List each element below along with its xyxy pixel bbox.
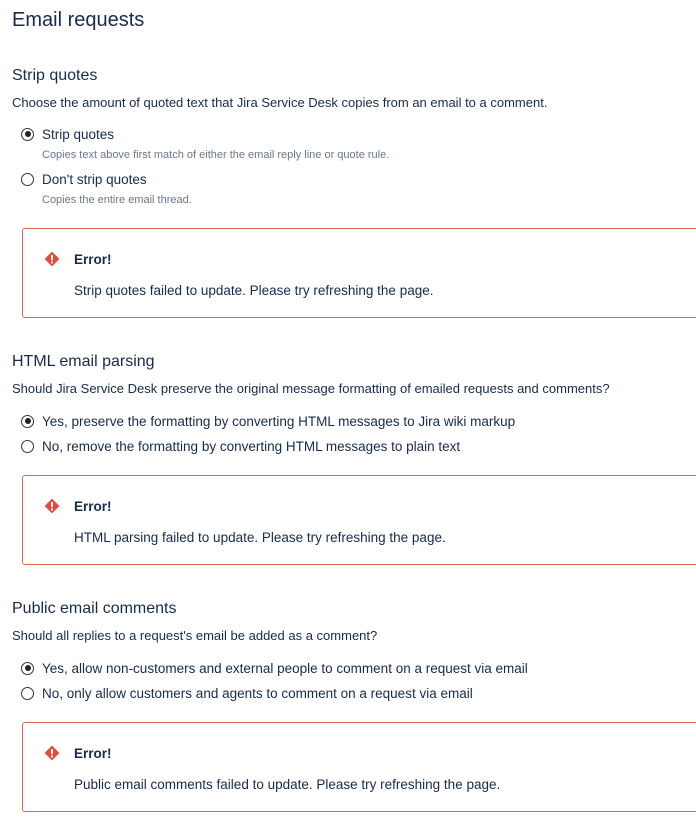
error-icon xyxy=(44,745,60,761)
radio-label: Don't strip quotes xyxy=(42,171,147,187)
strip-quotes-title: Strip quotes xyxy=(12,67,98,84)
html-parsing-title: HTML email parsing xyxy=(12,353,155,370)
error-title: Error! xyxy=(74,499,112,514)
radio-dont-strip-quotes[interactable] xyxy=(21,170,147,188)
radio-button-selected[interactable] xyxy=(21,415,34,428)
html-parsing-error-message xyxy=(22,475,696,565)
radio-help-text: Copies text above first match of either the email reply line or quote rule. xyxy=(42,149,390,161)
public-comments-description: Should all replies to a request's email be added as a comment? xyxy=(12,628,378,643)
radio-button[interactable] xyxy=(21,687,34,700)
error-text: HTML parsing failed to update. Please try refreshing the page. xyxy=(74,530,446,545)
radio-help-text: Copies the entire email thread. xyxy=(42,194,192,206)
error-icon xyxy=(44,251,60,267)
radio-only-customers-agents[interactable] xyxy=(21,684,473,702)
radio-label: No, remove the formatting by converting HTML messages to plain text xyxy=(42,438,461,454)
public-comments-error-message xyxy=(22,722,696,812)
radio-button[interactable] xyxy=(21,173,34,186)
error-title: Error! xyxy=(74,746,112,761)
error-text: Strip quotes failed to update. Please try refreshing the page. xyxy=(74,283,434,298)
radio-button-selected[interactable] xyxy=(21,662,34,675)
error-text: Public email comments failed to update. Please try refreshing the page. xyxy=(74,777,501,792)
strip-quotes-error-message xyxy=(22,228,696,318)
html-parsing-description: Should Jira Service Desk preserve the original message formatting of emailed requests and comments? xyxy=(12,381,610,396)
radio-label: Yes, allow non-customers and external people to comment on a request via email xyxy=(42,660,528,676)
radio-remove-formatting[interactable] xyxy=(21,437,460,455)
error-title: Error! xyxy=(74,252,112,267)
radio-preserve-formatting[interactable] xyxy=(21,412,515,430)
public-comments-title: Public email comments xyxy=(12,600,177,617)
page-title: Email requests xyxy=(12,9,145,31)
radio-label: No, only allow customers and agents to comment on a request via email xyxy=(42,685,473,701)
radio-label: Strip quotes xyxy=(42,126,115,142)
radio-button[interactable] xyxy=(21,440,34,453)
radio-button-selected[interactable] xyxy=(21,128,34,141)
radio-label: Yes, preserve the formatting by converting HTML messages to Jira wiki markup xyxy=(42,413,516,429)
radio-allow-external-comments[interactable] xyxy=(21,659,528,677)
radio-strip-quotes[interactable] xyxy=(21,125,114,143)
strip-quotes-description: Choose the amount of quoted text that Jira Service Desk copies from an email to a comment. xyxy=(12,95,548,110)
error-icon xyxy=(44,498,60,514)
